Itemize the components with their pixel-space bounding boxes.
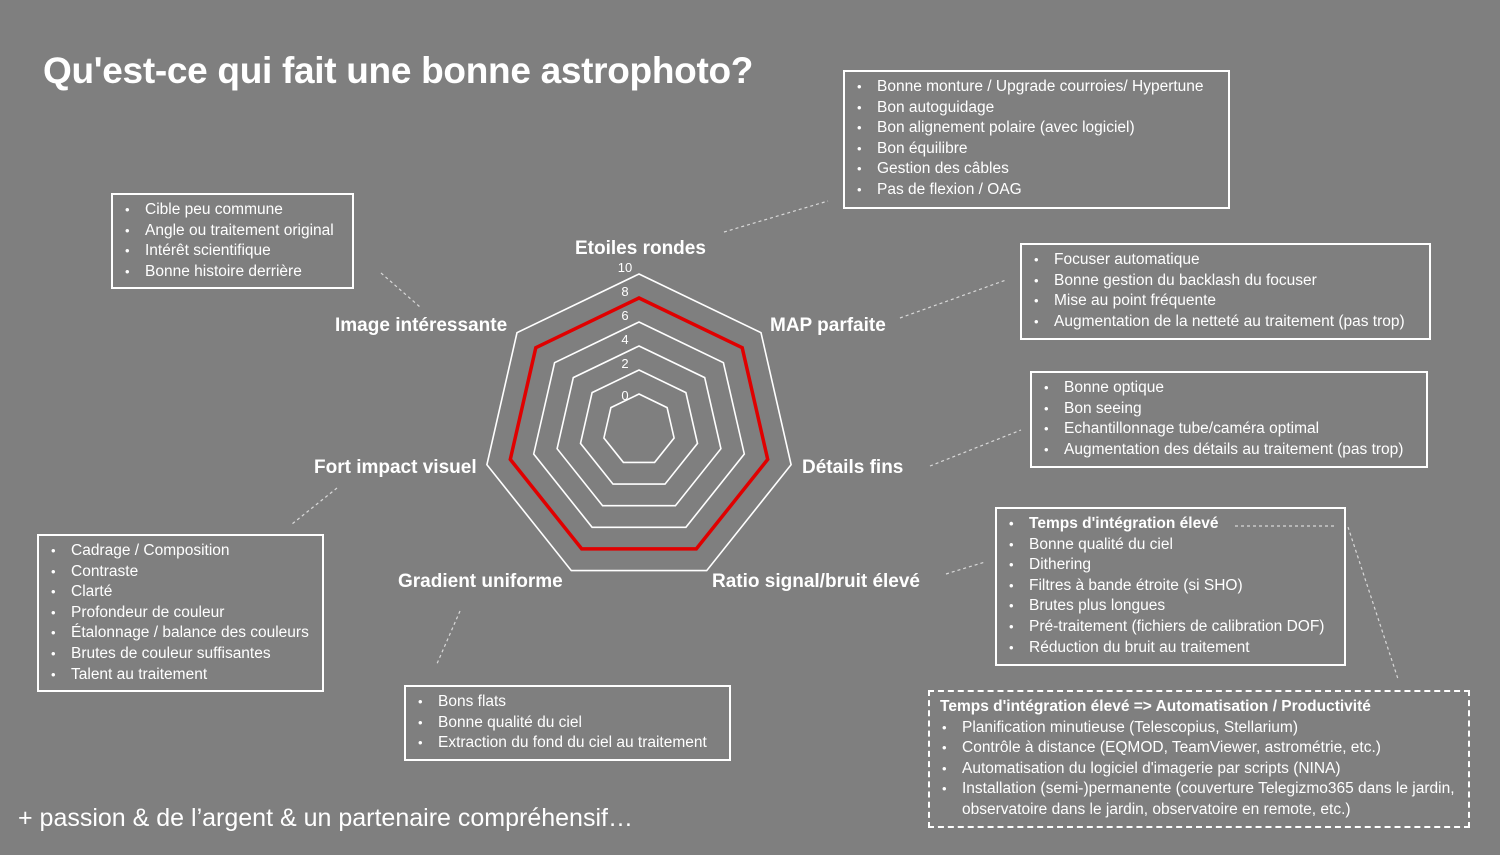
list-item: • Pré-traitement (fichiers de calibration DOF) [1007, 617, 1334, 638]
list-item: • Contraste [49, 562, 312, 583]
box-fort-impact-visuel [37, 534, 324, 692]
svg-text:6: 6 [621, 308, 629, 323]
axis-label-details-fins: Détails fins [802, 457, 904, 478]
axis-label-fort-impact-visuel: Fort impact visuel [314, 457, 477, 478]
list-item: • Cadrage / Composition [49, 541, 312, 562]
list-item: • Focuser automatique [1032, 250, 1419, 271]
list-item: • Bonne qualité du ciel [1007, 535, 1334, 556]
radar-grid [487, 274, 791, 571]
list-item: • Brutes de couleur suffisantes [49, 644, 312, 665]
list-item: • Angle ou traitement original [123, 221, 342, 242]
list-item: • Profondeur de couleur [49, 603, 312, 624]
svg-text:4: 4 [621, 332, 629, 347]
list-item: • Bons flats [416, 692, 719, 713]
list-item: • Bonne monture / Upgrade courroies/ Hypertune [855, 77, 1218, 98]
list-item: • Clarté [49, 582, 312, 603]
list-item: • Installation (semi-)permanente (couverture Telegizmo365 dans le jardin, observatoire dans le jardin, observatoire en remote, etc.) [940, 779, 1458, 820]
box-gradient-uniforme [404, 685, 731, 761]
svg-text:10: 10 [617, 260, 633, 275]
list-item: • Gestion des câbles [855, 159, 1218, 180]
svg-text:2: 2 [621, 356, 629, 371]
list-item: • Talent au traitement [49, 665, 312, 686]
list-item: • Augmentation des détails au traitement (pas trop) [1042, 440, 1416, 461]
list-item: • Cible peu commune [123, 200, 342, 221]
axis-label-etoiles-rondes: Etoiles rondes [575, 238, 706, 259]
list-item: • Bon alignement polaire (avec logiciel) [855, 118, 1218, 139]
list-item: • Temps d'intégration élevé [1007, 514, 1334, 535]
list-item: • Bonne histoire derrière [123, 262, 342, 283]
svg-text:0: 0 [621, 388, 629, 403]
list-item: • Bon équilibre [855, 139, 1218, 160]
box-map-parfaite [1020, 243, 1431, 340]
list-item: • Contrôle à distance (EQMOD, TeamViewer, astrométrie, etc.) [940, 738, 1458, 759]
list-item: • Étalonnage / balance des couleurs [49, 623, 312, 644]
list-item: • Bonne gestion du backlash du focuser [1032, 271, 1419, 292]
box-ratio-signal-bruit [995, 507, 1346, 666]
axis-label-gradient-uniforme: Gradient uniforme [398, 571, 563, 592]
svg-text:8: 8 [621, 284, 629, 299]
list-item: • Bonne qualité du ciel [416, 713, 719, 734]
axis-label-map-parfaite: MAP parfaite [770, 315, 886, 336]
list-item: • Mise au point fréquente [1032, 291, 1419, 312]
list-item: • Echantillonnage tube/caméra optimal [1042, 419, 1416, 440]
list-item: • Extraction du fond du ciel au traitement [416, 733, 719, 754]
page-title: Qu'est-ce qui fait une bonne astrophoto? [43, 50, 754, 91]
automation-heading: Temps d'intégration élevé => Automatisation / Productivité [940, 698, 1371, 715]
box-etoiles-rondes [843, 70, 1230, 209]
list-item: • Pas de flexion / OAG [855, 180, 1218, 201]
list-item: • Réduction du bruit au traitement [1007, 638, 1334, 659]
list-item: • Intérêt scientifique [123, 241, 342, 262]
box-image-interessante [111, 193, 354, 289]
footer-note: + passion & de l’argent & un partenaire compréhensif… [18, 804, 633, 832]
axis-label-ratio-signal-bruit: Ratio signal/bruit élevé [712, 571, 920, 592]
box-details-fins [1030, 371, 1428, 468]
list-item: • Automatisation du logiciel d'imagerie par scripts (NINA) [940, 759, 1458, 780]
list-item: • Planification minutieuse (Telescopius, Stellarium) [940, 718, 1458, 739]
list-item: • Augmentation de la netteté au traitement (pas trop) [1032, 312, 1419, 333]
radar-series [510, 298, 767, 549]
list-item: • Bonne optique [1042, 378, 1416, 399]
list-item: • Bon seeing [1042, 399, 1416, 420]
list-item: • Filtres à bande étroite (si SHO) [1007, 576, 1334, 597]
axis-label-image-interessante: Image intéressante [335, 315, 508, 336]
box-automatisation [928, 690, 1470, 828]
list-item: • Dithering [1007, 555, 1334, 576]
list-item: • Brutes plus longues [1007, 596, 1334, 617]
list-item: • Bon autoguidage [855, 98, 1218, 119]
